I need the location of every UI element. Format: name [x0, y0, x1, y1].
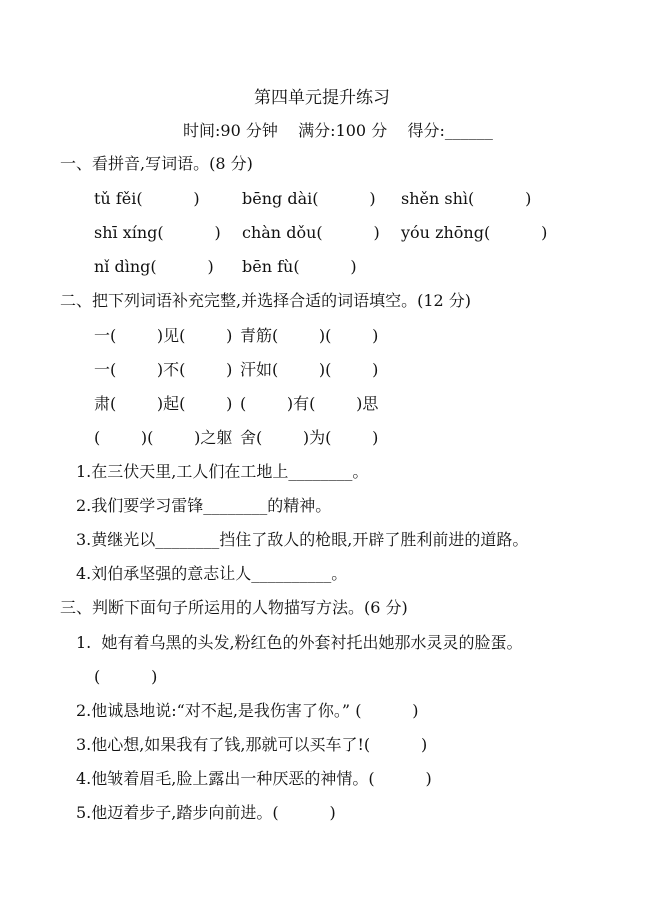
- section2-heading: 二、把下列词语补充完整,并选择合适的词语填空。(12 分): [60, 291, 472, 310]
- fill-sentence: 3.黄继光以________挡住了敌人的枪眼,开辟了胜利前进的道路。: [76, 530, 529, 549]
- fill-sentence: 2.我们要学习雷锋________的精神。: [76, 496, 332, 515]
- pinyin-item: yóu zhōng( ): [401, 223, 548, 242]
- pinyin-item: shěn shì( ): [401, 189, 532, 208]
- section1-heading: 一、看拼音,写词语。(8 分): [60, 154, 253, 173]
- idiom-item: ( )有( )思: [240, 394, 379, 413]
- pinyin-item: bēn fù( ): [242, 257, 357, 276]
- judge-item: 3.他心想,如果我有了钱,那就可以买车了!( ): [76, 735, 428, 754]
- idiom-item: 肃( )起( ): [94, 394, 233, 413]
- idiom-item: 汗如( )( ): [240, 360, 379, 379]
- answer-blank: ( ): [94, 667, 158, 686]
- idiom-item: ( )( )之躯: [94, 428, 233, 447]
- pinyin-item: tǔ fěi( ): [94, 189, 200, 208]
- judge-item: 1. 她有着乌黑的头发,粉红色的外套衬托出她那水灵灵的脸蛋。: [76, 633, 523, 652]
- idiom-item: 舍( )为( ): [240, 428, 379, 447]
- judge-item: 4.他皱着眉毛,脸上露出一种厌恶的神情。( ): [76, 769, 432, 788]
- idiom-item: 一( )不( ): [94, 360, 233, 379]
- judge-item: 5.他迈着步子,踏步向前进。( ): [76, 803, 336, 822]
- fill-sentence: 4.刘伯承坚强的意志让人__________。: [76, 564, 348, 583]
- pinyin-item: bēng dài( ): [242, 189, 376, 208]
- idiom-item: 一( )见( ): [94, 326, 233, 345]
- pinyin-item: nǐ dìng( ): [94, 257, 214, 276]
- exam-meta: 时间:90 分钟 满分:100 分 得分:______: [183, 121, 493, 140]
- fill-sentence: 1.在三伏天里,工人们在工地上________。: [76, 462, 369, 481]
- section3-heading: 三、判断下面句子所运用的人物描写方法。(6 分): [60, 598, 408, 617]
- idiom-item: 青筋( )( ): [240, 326, 379, 345]
- pinyin-item: shī xíng( ): [94, 223, 221, 242]
- page-title: 第四单元提升练习: [254, 88, 390, 108]
- pinyin-item: chàn dǒu( ): [242, 223, 380, 242]
- judge-item: 2.他诚恳地说:“对不起,是我伤害了你。” ( ): [76, 701, 419, 720]
